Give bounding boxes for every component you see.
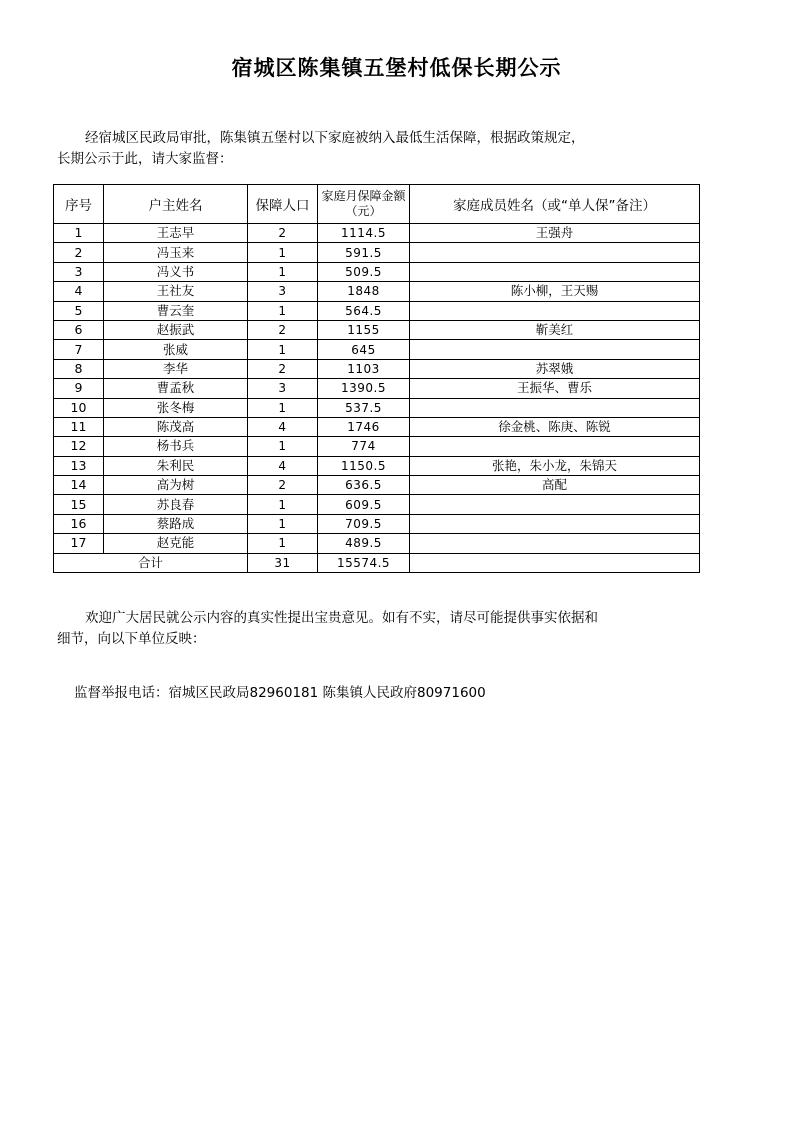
table-row (54, 456, 700, 475)
table-row (54, 398, 700, 417)
cell-amount: 1114.5 (318, 224, 410, 243)
intro-line: 经宿城区民政局审批，陈集镇五堡村以下家庭被纳入最低生活保障，根据政策规定， (85, 130, 585, 146)
header-index: 序号 (54, 185, 104, 224)
cell-members (410, 398, 700, 417)
cell-index: 16 (54, 514, 104, 533)
cell-persons: 4 (248, 456, 318, 475)
cell-persons: 1 (248, 243, 318, 262)
cell-amount: 509.5 (318, 262, 410, 281)
cell-index: 7 (54, 340, 104, 359)
cell-index: 15 (54, 495, 104, 514)
header-persons: 保障人口 (248, 185, 318, 224)
outro-line: 细节，向以下单位反映： (57, 631, 206, 647)
cell-amount: 774 (318, 437, 410, 456)
cell-persons: 1 (248, 495, 318, 514)
cell-members (410, 301, 700, 320)
table-row (54, 243, 700, 262)
table-row (54, 379, 700, 398)
cell-persons: 1 (248, 301, 318, 320)
cell-head-name: 赵克能 (104, 534, 248, 553)
page-title: 宿城区陈集镇五堡村低保长期公示 (231, 55, 562, 80)
cell-members (410, 262, 700, 281)
cell-members (410, 495, 700, 514)
table-row (54, 437, 700, 456)
table-row (54, 320, 700, 339)
cell-amount: 609.5 (318, 495, 410, 514)
outro-paragraph (57, 608, 707, 650)
intro-paragraph (57, 128, 707, 170)
cell-index: 4 (54, 282, 104, 301)
cell-members: 王强舟 (410, 224, 700, 243)
cell-head-name: 冯义书 (104, 262, 248, 281)
cell-index: 6 (54, 320, 104, 339)
cell-members: 王振华、曹乐 (410, 379, 700, 398)
cell-index: 12 (54, 437, 104, 456)
cell-index: 8 (54, 359, 104, 378)
cell-index: 3 (54, 262, 104, 281)
table-row (54, 359, 700, 378)
cell-amount: 1155 (318, 320, 410, 339)
cell-members: 靳美红 (410, 320, 700, 339)
cell-persons: 1 (248, 514, 318, 533)
cell-members: 徐金桃、陈庚、陈锐 (410, 417, 700, 436)
contact-line: 监督举报电话：宿城区民政局82960181 陈集镇人民政府80971600 (74, 685, 486, 701)
cell-members (410, 340, 700, 359)
table-row (54, 495, 700, 514)
cell-head-name: 王志早 (104, 224, 248, 243)
cell-persons: 1 (248, 398, 318, 417)
cell-head-name: 冯玉来 (104, 243, 248, 262)
cell-index: 10 (54, 398, 104, 417)
cell-amount: 1103 (318, 359, 410, 378)
cell-members: 苏翠娥 (410, 359, 700, 378)
cell-head-name: 张威 (104, 340, 248, 359)
cell-head-name: 曹云奎 (104, 301, 248, 320)
cell-index: 1 (54, 224, 104, 243)
cell-head-name: 张冬梅 (104, 398, 248, 417)
total-label: 合计 (54, 553, 248, 572)
cell-head-name: 曹孟秋 (104, 379, 248, 398)
cell-amount: 591.5 (318, 243, 410, 262)
intro-line: 长期公示于此，请大家监督： (57, 151, 233, 167)
cell-persons: 3 (248, 282, 318, 301)
cell-members (410, 514, 700, 533)
table-body (54, 224, 700, 554)
table-row (54, 417, 700, 436)
header-head-name: 户主姓名 (104, 185, 248, 224)
cell-amount: 1390.5 (318, 379, 410, 398)
cell-index: 17 (54, 534, 104, 553)
cell-persons: 1 (248, 437, 318, 456)
cell-persons: 1 (248, 340, 318, 359)
cell-index: 9 (54, 379, 104, 398)
cell-members: 张艳，朱小龙，朱锦天 (410, 456, 700, 475)
header-amount: 家庭月保障金额（元） (318, 185, 410, 224)
cell-persons: 2 (248, 224, 318, 243)
cell-index: 14 (54, 476, 104, 495)
cell-amount: 1150.5 (318, 456, 410, 475)
cell-amount: 636.5 (318, 476, 410, 495)
cell-persons: 2 (248, 476, 318, 495)
outro-line: 欢迎广大居民就公示内容的真实性提出宝贵意见。如有不实，请尽可能提供事实依据和 (85, 610, 598, 626)
cell-members (410, 534, 700, 553)
cell-amount: 1746 (318, 417, 410, 436)
cell-index: 5 (54, 301, 104, 320)
cell-members (410, 243, 700, 262)
cell-head-name: 朱利民 (104, 456, 248, 475)
table-row (54, 476, 700, 495)
cell-persons: 2 (248, 320, 318, 339)
cell-head-name: 杨书兵 (104, 437, 248, 456)
cell-amount: 645 (318, 340, 410, 359)
cell-index: 11 (54, 417, 104, 436)
cell-persons: 1 (248, 262, 318, 281)
table-header-row (54, 185, 700, 224)
table-row (54, 534, 700, 553)
table-row (54, 282, 700, 301)
cell-head-name: 赵振武 (104, 320, 248, 339)
cell-members: 高配 (410, 476, 700, 495)
cell-persons: 3 (248, 379, 318, 398)
table-total-row (54, 553, 700, 572)
cell-amount: 709.5 (318, 514, 410, 533)
cell-head-name: 陈茂高 (104, 417, 248, 436)
cell-head-name: 王社友 (104, 282, 248, 301)
cell-amount: 537.5 (318, 398, 410, 417)
total-members (410, 553, 700, 572)
subsidy-table (53, 184, 700, 573)
cell-persons: 2 (248, 359, 318, 378)
table-row (54, 301, 700, 320)
cell-persons: 4 (248, 417, 318, 436)
cell-amount: 564.5 (318, 301, 410, 320)
cell-members (410, 437, 700, 456)
total-persons: 31 (248, 553, 318, 572)
cell-amount: 1848 (318, 282, 410, 301)
cell-members: 陈小柳，王天赐 (410, 282, 700, 301)
cell-index: 2 (54, 243, 104, 262)
cell-head-name: 李华 (104, 359, 248, 378)
table-row (54, 262, 700, 281)
cell-index: 13 (54, 456, 104, 475)
cell-head-name: 蔡路成 (104, 514, 248, 533)
header-members: 家庭成员姓名（或“单人保”备注） (410, 185, 700, 224)
total-amount: 15574.5 (318, 553, 410, 572)
cell-head-name: 高为树 (104, 476, 248, 495)
cell-head-name: 苏良春 (104, 495, 248, 514)
table-row (54, 340, 700, 359)
table-row (54, 224, 700, 243)
cell-persons: 1 (248, 534, 318, 553)
table-row (54, 514, 700, 533)
cell-amount: 489.5 (318, 534, 410, 553)
